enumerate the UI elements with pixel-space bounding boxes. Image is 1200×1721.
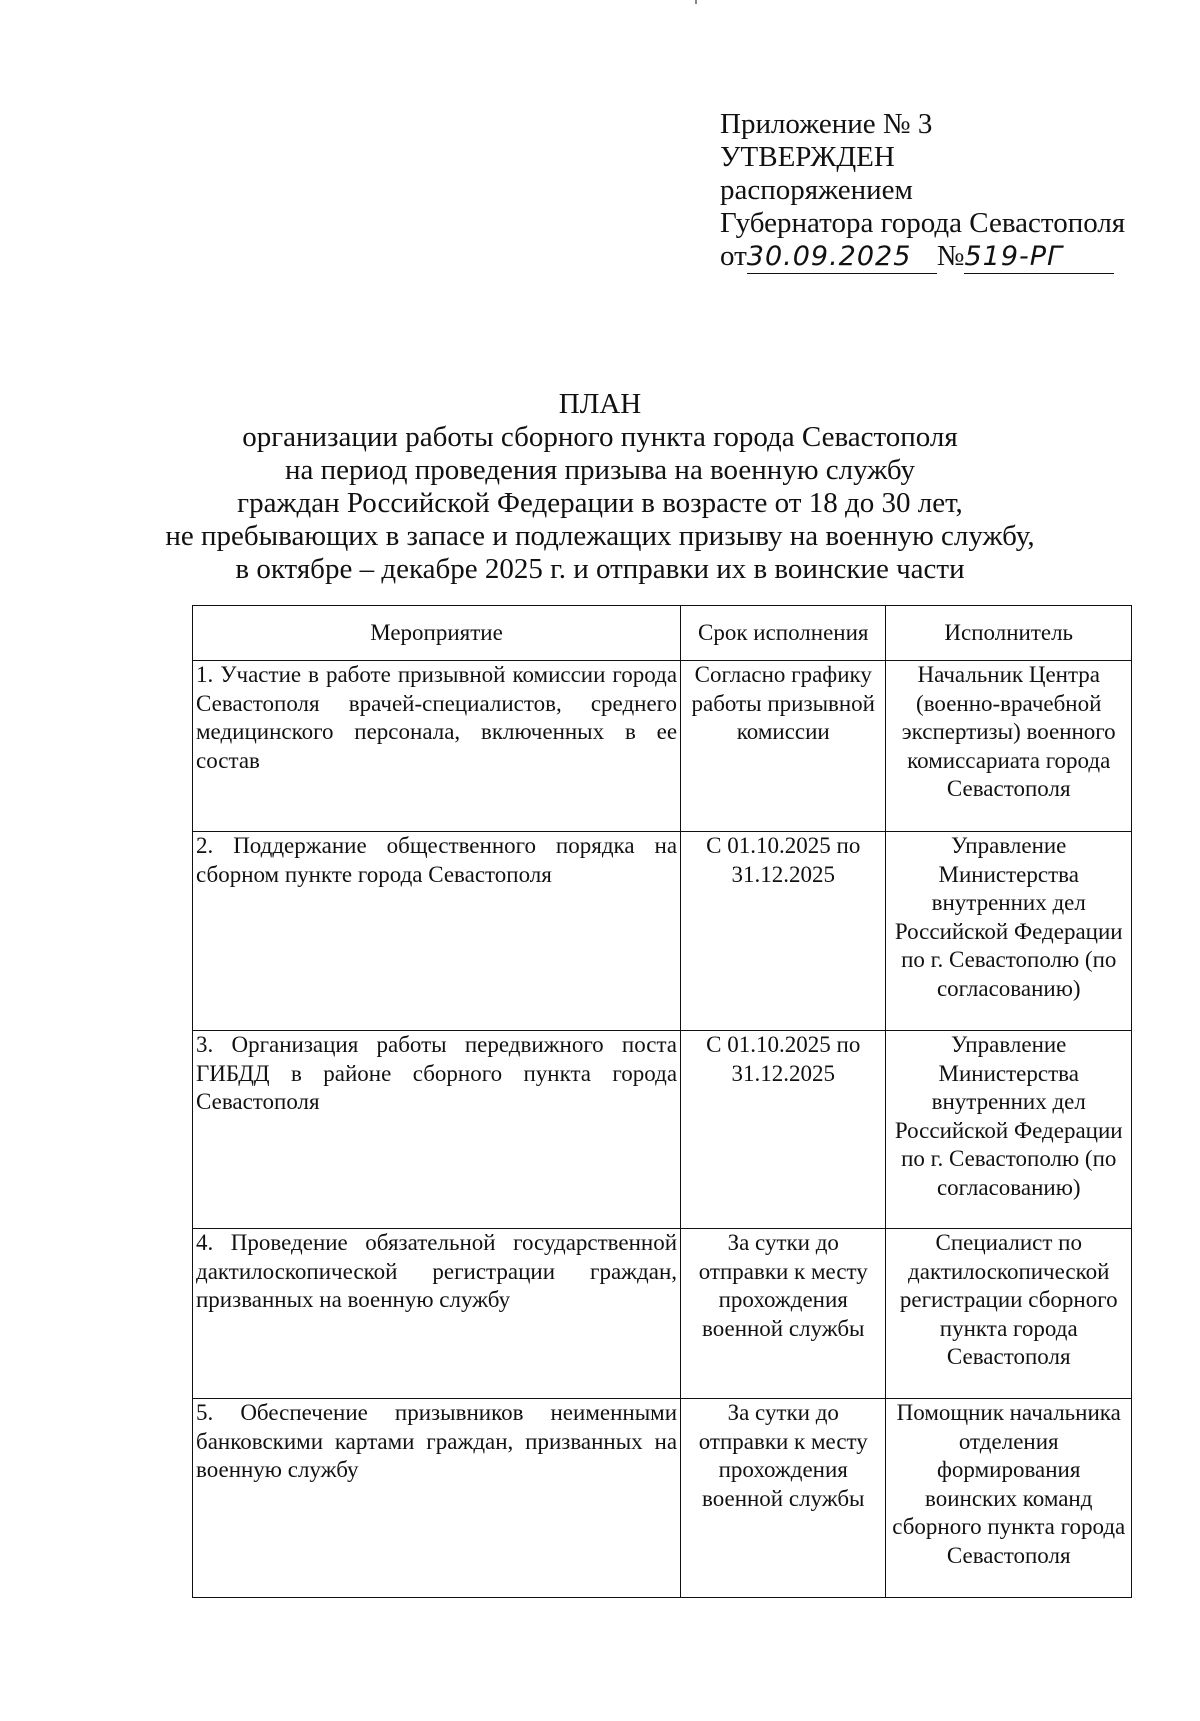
approval-block: [720, 108, 1125, 274]
cell-executor: Управление Министерства внутренних дел Российской Федерации по г. Севастополю (по согласованию): [886, 1031, 1132, 1229]
table-row: [193, 1229, 1132, 1399]
table-header-row: [193, 606, 1132, 661]
title-line: на период проведения призыва на военную службу: [285, 454, 915, 486]
order-number: 519-РГ: [964, 240, 1114, 274]
plan-table: [192, 605, 1132, 1598]
cell-executor: Помощник начальника отделения формирования воинских команд сборного пункта города Севастополя: [886, 1399, 1132, 1598]
table-row: [193, 832, 1132, 1031]
title-line: не пребывающих в запасе и подлежащих призыву на военную службу,: [165, 520, 1035, 552]
cell-executor: Управление Министерства внутренних дел Российской Федерации по г. Севастополю (по согласованию): [886, 832, 1132, 1031]
cell-deadline: С 01.10.2025 по 31.12.2025: [681, 832, 886, 1031]
table-row: [193, 661, 1132, 832]
table-row: [193, 1031, 1132, 1229]
cell-deadline: За сутки до отправки к месту прохождения военной службы: [681, 1229, 886, 1399]
cell-executor: Специалист по дактилоскопической регистрации сборного пункта города Севастополя: [886, 1229, 1132, 1399]
document-title: [150, 388, 1050, 586]
approved-label: УТВЕРЖДЕН: [720, 141, 895, 173]
title-heading: ПЛАН: [558, 388, 642, 420]
scan-mark: [695, 0, 697, 4]
cell-deadline: Согласно графику работы призывной комиссии: [681, 661, 886, 832]
cell-deadline: С 01.10.2025 по 31.12.2025: [681, 1031, 886, 1229]
title-line: в октябре – декабре 2025 г. и отправки их в воинские части: [235, 553, 965, 585]
header-deadline: Срок исполнения: [681, 606, 886, 661]
header-executor: Исполнитель: [886, 606, 1132, 661]
cell-deadline: За сутки до отправки к месту прохождения военной службы: [681, 1399, 886, 1598]
cell-action: 5. Обеспечение призывников неименными банковскими картами граждан, призванных на военную службу: [193, 1399, 681, 1598]
cell-action: 2. Поддержание общественного порядка на сборном пункте города Севастополя: [193, 832, 681, 1031]
cell-executor: Начальник Центра (военно-врачебной экспертизы) военного комиссариата города Севастополя: [886, 661, 1132, 832]
appendix-label: Приложение № 3: [720, 108, 933, 140]
cell-action: 3. Организация работы передвижного поста ГИБДД в районе сборного пункта города Севастополя: [193, 1031, 681, 1229]
governor-label: Губернатора города Севастополя: [720, 207, 1126, 239]
header-action: Мероприятие: [193, 606, 681, 661]
order-date: 30.09.2025: [747, 240, 937, 274]
order-label: распоряжением: [720, 174, 913, 206]
from-prefix: от: [720, 240, 747, 272]
cell-action: 1. Участие в работе призывной комиссии города Севастополя врачей-специалистов, среднего медицинского персонала, включенных в ее состав: [193, 661, 681, 832]
cell-action: 4. Проведение обязательной государственной дактилоскопической регистрации граждан, призванных на военную службу: [193, 1229, 681, 1399]
title-line: организации работы сборного пункта города Севастополя: [242, 421, 958, 453]
order-date-line: [720, 240, 1125, 274]
table-row: [193, 1399, 1132, 1598]
title-line: граждан Российской Федерации в возрасте от 18 до 30 лет,: [237, 487, 963, 519]
number-prefix: №: [936, 240, 965, 272]
